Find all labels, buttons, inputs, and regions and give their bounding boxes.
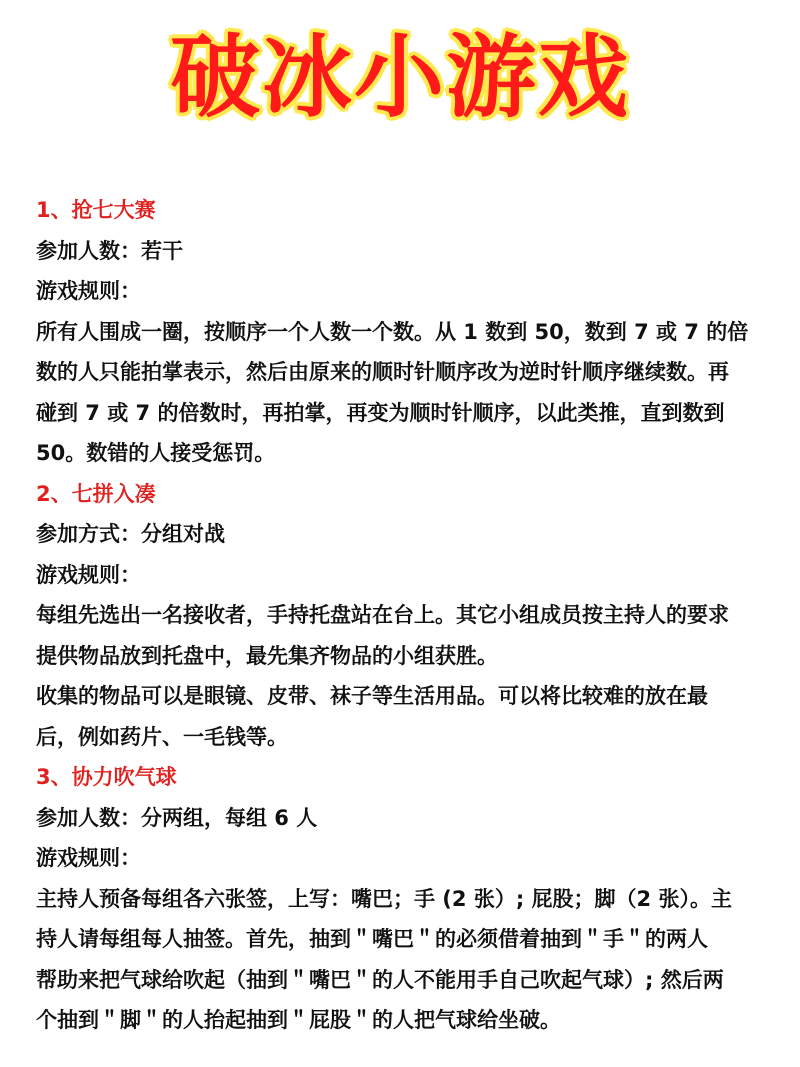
body-line: 碰到 7 或 7 的倍数时，再拍掌，再变为顺时针顺序，以此类推，直到数到 <box>36 400 725 425</box>
body-line: 参加方式：分组对战 <box>36 522 225 546</box>
body-line: 游戏规则： <box>36 279 141 303</box>
page-title: 破冰小游戏 <box>170 25 630 130</box>
section-3 <box>36 757 776 1041</box>
section-heading: 1、抢七大赛 <box>36 198 156 222</box>
section-2 <box>36 474 776 758</box>
body-line: 收集的物品可以是眼镜、皮带、袜子等生活用品。可以将比较难的放在最 <box>36 684 708 708</box>
body-line: 参加人数：若干 <box>36 238 183 263</box>
section-1 <box>36 190 776 474</box>
body-line: 后，例如药片、一毛钱等。 <box>36 724 288 749</box>
title-banner <box>0 25 800 130</box>
body-line: 持人请每组每人抽签。首先，抽到＂嘴巴＂的必须借着抽到＂手＂的两人 <box>36 927 708 951</box>
section-heading: 3、协力吹气球 <box>36 765 177 789</box>
article-body <box>36 190 776 1041</box>
body-line: 帮助来把气球给吹起（抽到＂嘴巴＂的人不能用手自己吹起气球）; 然后两 <box>36 967 724 992</box>
body-line: 参加人数：分两组，每组 6 人 <box>36 805 318 830</box>
body-line: 游戏规则： <box>36 562 141 587</box>
body-line: 每组先选出一名接收者，手持托盘站在台上。其它小组成员按主持人的要求 <box>36 603 729 627</box>
section-heading: 2、七拼入凑 <box>36 481 156 506</box>
body-line: 提供物品放到托盘中，最先集齐物品的小组获胜。 <box>36 643 498 668</box>
body-line: 数的人只能拍掌表示，然后由原来的顺时针顺序改为逆时针顺序继续数。再 <box>36 360 729 384</box>
body-line: 游戏规则： <box>36 846 141 870</box>
body-line: 个抽到＂脚＂的人抬起抽到＂屁股＂的人把气球给坐破。 <box>36 1008 561 1032</box>
body-line: 所有人围成一圈，按顺序一个人数一个数。从 1 数到 50，数到 7 或 7 的倍 <box>36 319 749 344</box>
body-line: 主持人预备每组各六张签，上写：嘴巴；手 (2 张）; 屁股；脚（2 张）。主 <box>36 886 732 911</box>
body-line: 50。数错的人接受惩罚。 <box>36 441 276 465</box>
